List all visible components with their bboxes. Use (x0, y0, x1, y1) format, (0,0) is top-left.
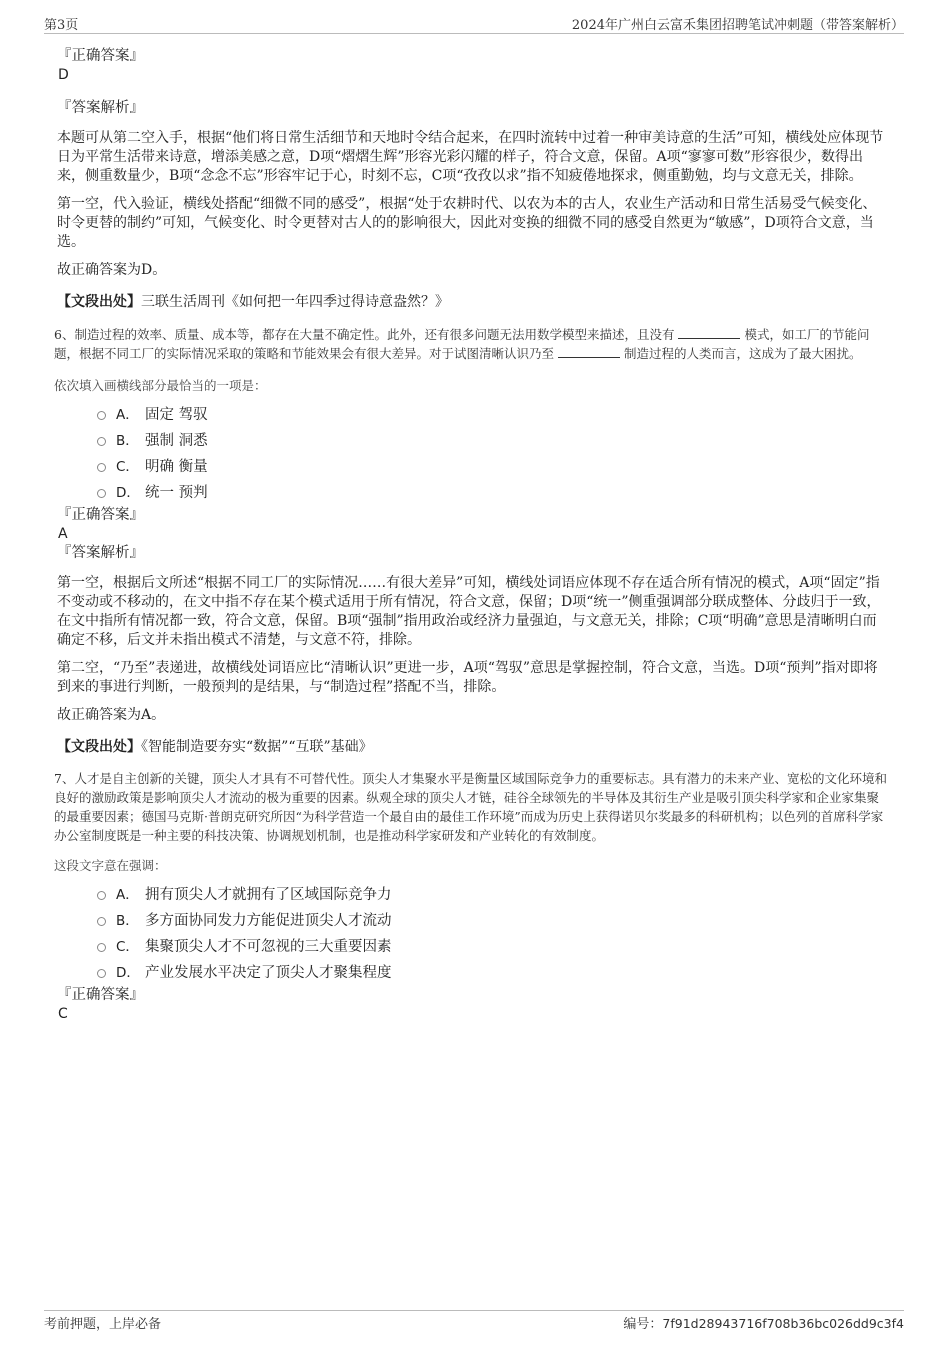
page-content (54, 47, 890, 1024)
source-label: 【文段出处】 (57, 294, 141, 310)
footer-divider (44, 1310, 904, 1311)
source-line (57, 738, 890, 757)
analysis-conclusion: 故正确答案为A。 (57, 707, 166, 723)
document-code: 编号：7f91d28943716f708b36bc026dd9c3f4 (623, 1316, 904, 1332)
question-7-stem: 7、人才是自主创新的关键，顶尖人才具有不可替代性。顶尖人才集聚水平是衡量区域国际竞争力的重要标志。具有潜力的未来产业、宽松的文化环境和良好的激励政策是影响顶尖人才流动的极为重要的因素。纵观全球的顶尖人才链，硅谷全球领先的半导体及其衍生产业是吸引顶尖科学家和企业家集聚的最重要因素；德国马克斯·普朗克研究所因“为科学营造一个最自由的最佳工作环境”而成为历史上获得诺贝尔奖最多的科研机构；以色列的首席科学家办公室制度既是一种主要的科技决策、协调规划机制，也是推动科学家研发和产业转化的有效制度。 (54, 771, 887, 843)
footer-slogan: 考前押题，上岸必备 (44, 1317, 162, 1332)
option-c[interactable]: C． 集聚顶尖人才不可忽视的三大重要因素 (57, 934, 890, 960)
question-7-options (57, 882, 890, 986)
analysis-conclusion: 故正确答案为D。 (57, 262, 167, 278)
answer-value: C (58, 1006, 68, 1022)
analysis-paragraph: 第一空，代入验证，横线处搭配“细微不同的感受”，根据“处于农耕时代、以农为本的古人，农业生产活动和日常生活易受气候变化、时令更替的制约”可知，气候变化、时令更替对古人的的影响很大，因此对变换的细微不同的感受自然更为“敏感”，D项符合文意，当选。 (57, 196, 877, 250)
analysis-paragraph: 第二空，“乃至”表递进，故横线处词语应比“清晰认识”更进一步，A项“驾驭”意思是掌握控制，符合文意，当选。D项“预判”指对即将到来的事进行判断，一般预判的是结果，与“制造过程”搭配不当，排除。 (57, 660, 878, 695)
option-a[interactable]: A． 拥有顶尖人才就拥有了区域国际竞争力 (57, 882, 890, 908)
page-number: 第3页 (44, 18, 79, 33)
radio-icon[interactable] (97, 437, 106, 446)
option-b[interactable]: B． 强制 洞悉 (57, 428, 890, 454)
radio-icon[interactable] (97, 489, 106, 498)
radio-icon[interactable] (97, 411, 106, 420)
radio-icon[interactable] (97, 891, 106, 900)
header-divider (44, 33, 904, 34)
answer-label: 『正确答案』 (57, 48, 144, 64)
fill-blank (678, 325, 740, 339)
page-footer (44, 1313, 904, 1333)
source-label: 【文段出处】 (57, 739, 141, 755)
source-text: 三联生活周刊《如何把一年四季过得诗意盎然？》 (141, 294, 449, 310)
answer-value: A (58, 526, 68, 542)
question-6-options (57, 402, 890, 506)
option-c[interactable]: C． 明确 衡量 (57, 454, 890, 480)
radio-icon[interactable] (97, 917, 106, 926)
radio-icon[interactable] (97, 463, 106, 472)
answer-value: D (58, 67, 69, 83)
radio-icon[interactable] (97, 969, 106, 978)
source-text: 《智能制造要夯实“数据”“互联”基础》 (141, 739, 373, 755)
analysis-paragraph: 第一空，根据后文所述“根据不同工厂的实际情况……有很大差异”可知，横线处词语应体现不存在适合所有情况的模式，A项“固定”指不变动或不移动的，在文中指不存在某个模式适用于所有情况，符合文意，保留；D项“统一”侧重强调部分联成整体、分歧归于一致，在文中指所有情况都一致，符合文意，保留。B项“强制”指用政治或经济力量强迫，与文意无关，排除；C项“明确”意思是清晰明白而确定不移，后文并未指出模式不清楚，与文意不符，排除。 (57, 575, 881, 648)
option-d[interactable]: D． 产业发展水平决定了顶尖人才聚集程度 (57, 960, 890, 986)
page-header (44, 14, 904, 34)
answer-label: 『正确答案』 (57, 507, 144, 523)
analysis-paragraph: 本题可从第二空入手，根据“他们将日常生活细节和天地时令结合起来，在四时流转中过着一种审美诗意的生活”可知，横线处应体现节日为平常生活带来诗意，增添美感之意，D项“熠熠生辉”形容光彩闪耀的样子，符合文意，保留。A项“寥寥可数”形容很少，数得出来，侧重数量少，B项“念念不忘”形容牢记于心，时刻不忘，C项“孜孜以求”指不知疲倦地探求，侧重勤勉，均与文意无关，排除。 (57, 130, 884, 184)
fill-blank (558, 344, 620, 358)
option-d[interactable]: D． 统一 预判 (57, 480, 890, 506)
radio-icon[interactable] (97, 943, 106, 952)
question-7-prompt: 这段文字意在强调： (54, 858, 167, 873)
answer-label: 『正确答案』 (57, 987, 144, 1003)
analysis-label: 『答案解析』 (57, 545, 144, 561)
option-a[interactable]: A． 固定 驾驭 (57, 402, 890, 428)
option-b[interactable]: B． 多方面协同发力方能促进顶尖人才流动 (57, 908, 890, 934)
question-6-stem: 6、制造过程的效率、质量、成本等，都存在大量不确定性。此外，还有很多问题无法用数学模型来描述，且没有 模式，如工厂的节能问题，根据不同工厂的实际情况采取的策略和节能效果会有很大差异。对于试图清晰认识乃至 制造过程的人类而言，这成为了最大困扰。 (54, 327, 870, 361)
question-6-prompt: 依次填入画横线部分最恰当的一项是： (54, 378, 267, 393)
source-line (57, 293, 890, 312)
document-title: 2024年广州白云富禾集团招聘笔试冲刺题（带答案解析） (571, 18, 904, 33)
analysis-label: 『答案解析』 (57, 100, 144, 116)
